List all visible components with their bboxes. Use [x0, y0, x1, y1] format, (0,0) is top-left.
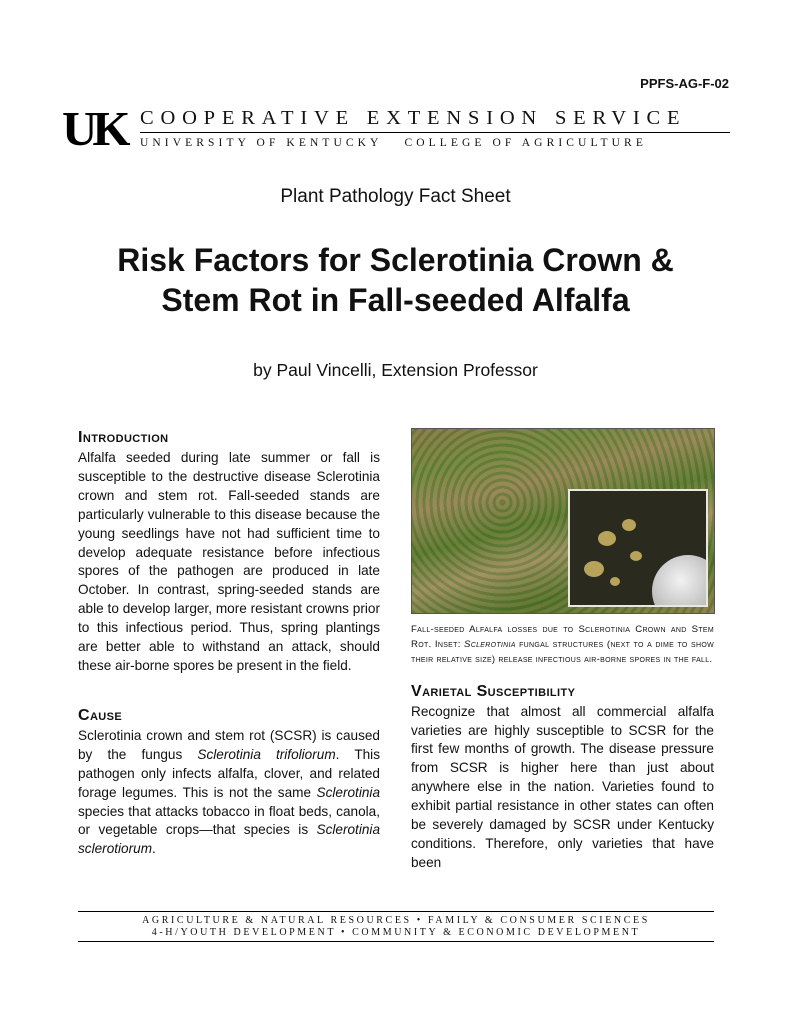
fungal-structures-inset-photo — [568, 489, 708, 607]
fungus-name: Sclerotinia trifoliorum — [197, 746, 336, 762]
cause-heading: Cause — [78, 706, 123, 724]
dime-image — [652, 555, 708, 607]
cause-text: Sclerotinia crown and stem rot (SCSR) is caused by the fungus Sclerotinia trifoliorum. This pathogen only infects alfalfa, clover, and related forage legumes. This is not the same Sclerotinia species that attacks tobacco in float beds, canola, or vegetable crops—that species is Sclerotinia sclerotiorum. — [78, 727, 380, 857]
left-column — [78, 428, 380, 859]
service-name: COOPERATIVE EXTENSION SERVICE — [140, 107, 687, 129]
footer-line-1: AGRICULTURE & NATURAL RESOURCES • FAMILY & CONSUMER SCIENCES — [142, 915, 650, 926]
masthead-divider — [140, 132, 730, 133]
college-name: COLLEGE OF AGRICULTURE — [404, 137, 647, 149]
footer-line-2: 4-H/YOUTH DEVELOPMENT • COMMUNITY & ECONOMIC DEVELOPMENT — [151, 927, 641, 938]
page-title — [60, 240, 731, 320]
masthead — [62, 101, 730, 156]
species-name: Sclerotinia sclerotiorum — [78, 822, 380, 857]
genus-name: Sclerotinia — [316, 784, 380, 800]
series-title: Plant Pathology Fact Sheet — [280, 186, 511, 207]
introduction-heading: Introduction — [78, 429, 169, 446]
institution-line — [140, 136, 730, 150]
varietal-text: Recognize that almost all commercial alfalfa varieties are highly susceptible to SCSR for the first few months of growth. The disease pressure from SCSR is higher here than just about anywhere else in the nation. Varieties found to exhibit partial resistance in other states can often be severely damaged by SCSR under Kentucky conditions. Therefore, only varieties that have been — [411, 703, 714, 870]
introduction-text: Alfalfa seeded during late summer or fall is susceptible to the destructive disease Sclerotinia crown and stem rot. Fall-seeded stands are particularly vulnerable to this disease because the young seedlings have not had sufficient time to develop adequate resistance before infectious spores of the pathogen are produced in late October. In contrast, spring-seeded stands are able to develop larger, more resistant crowns prior to this infectious period. Thus, spring plantings are better able to withstand an attack, should these air-borne spores be present in the field. — [78, 450, 380, 673]
title-line-2: Stem Rot in Fall-seeded Alfalfa — [161, 282, 630, 318]
title-line-1: Risk Factors for Sclerotinia Crown & — [117, 242, 674, 278]
document-id: PPFS-AG-F-02 — [640, 76, 729, 91]
university-name: UNIVERSITY OF KENTUCKY — [140, 137, 383, 149]
alfalfa-field-photo — [411, 428, 715, 614]
byline: by Paul Vincelli, Extension Professor — [253, 360, 538, 380]
uk-logo: UK — [62, 101, 126, 156]
varietal-heading: Varietal Susceptibility — [411, 682, 576, 700]
right-column — [411, 428, 714, 873]
figure-caption: Fall-seeded Alfalfa losses due to Sclerotinia Crown and Stem Rot. Inset: Sclerotinia fungal structures (next to a dime to show their relative size) release infectious air-borne spores in the fall. — [411, 624, 714, 666]
footer — [78, 911, 714, 942]
